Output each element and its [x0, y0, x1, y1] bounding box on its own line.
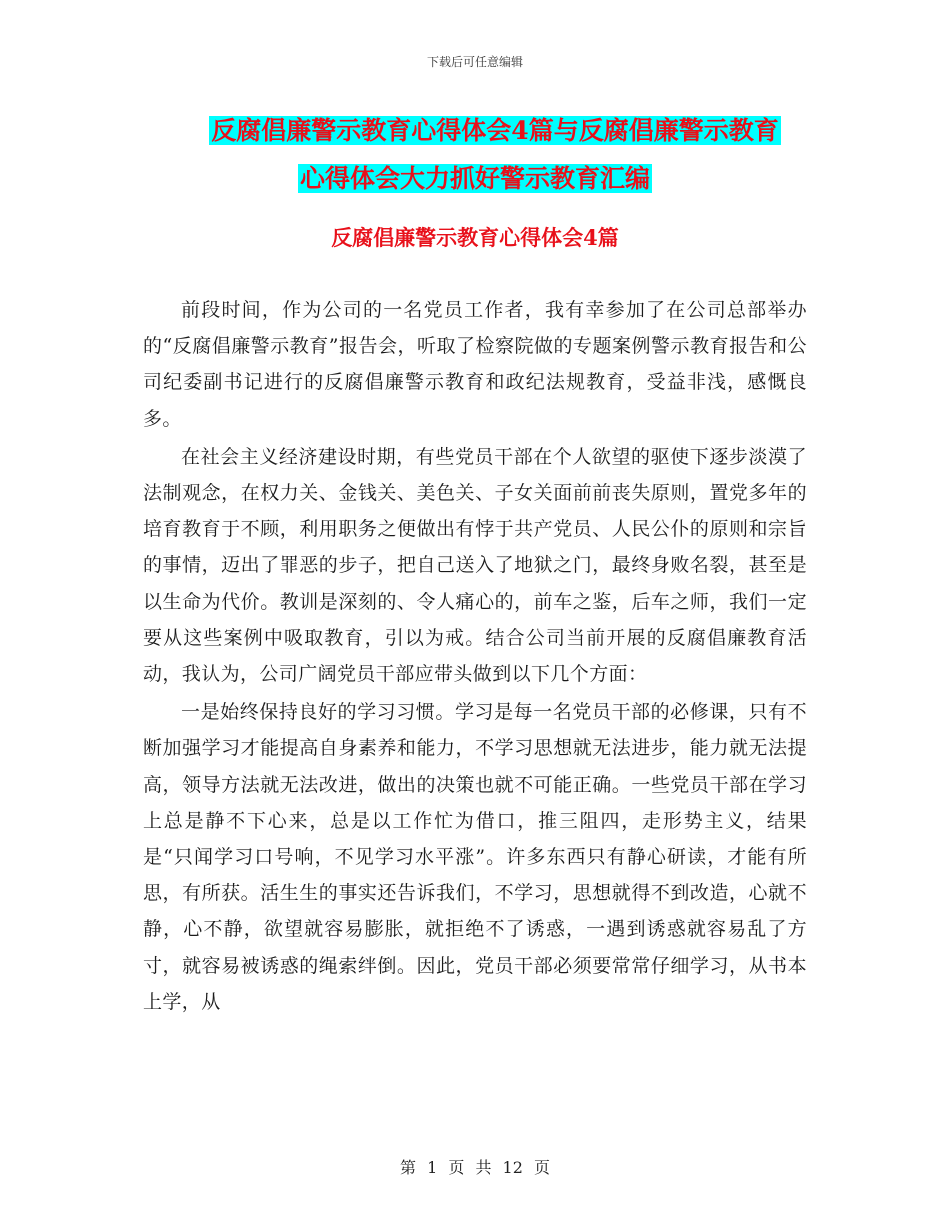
document-title [0, 107, 950, 203]
title-line-2 [0, 155, 950, 203]
paragraph: 在社会主义经济建设时期，有些党员干部在个人欲望的驱使下逐步淡漠了法制观念，在权力关、金钱关、美色关、子女关面前前丧失原则，置党多年的培育教育于不顾，利用职务之便做出有悖于共产党员、人民公仆的原则和宗旨的事情，迈出了罪恶的步子，把自己送入了地狱之门，最终身败名裂，甚至是以生命为代价。教训是深刻的、令人痛心的，前车之鉴，后车之师，我们一定要从这些案例中吸取教育，引以为戒。结合公司当前开展的反腐倡廉教育活动，我认为，公司广阔党员干部应带头做到以下几个方面： [143, 445, 807, 686]
title-line-1 [0, 107, 950, 155]
body-text [143, 292, 807, 1022]
page-header: 下载后可任意编辑 [426, 55, 523, 69]
section-title: 反腐倡廉警示教育心得体会4篇 [331, 225, 619, 250]
paragraph: 前段时间，作为公司的一名党员工作者，我有幸参加了在公司总部举办的“反腐倡廉警示教育”报告会，听取了检察院做的专题案例警示教育报告和公司纪委副书记进行的反腐倡廉警示教育和政纪法规教育，受益非浅，感慨良多。 [143, 299, 807, 430]
title-line-1-text: 反腐倡廉警示教育心得体会4篇与反腐倡廉警示教育 [211, 116, 779, 145]
paragraph: 一是始终保持良好的学习习惯。学习是每一名党员干部的必修课，只有不断加强学习才能提高自身素养和能力，不学习思想就无法进步，能力就无法提高，领导方法就无法改进，做出的决策也就不可能正确。一些党员干部在学习上总是静不下心来，总是以工作忙为借口，推三阻四，走形势主义，结果是“只闻学习口号响，不见学习水平涨”。许多东西只有静心研读，才能有所思，有所获。活生生的事实还告诉我们，不学习，思想就得不到改造，心就不静，心不静，欲望就容易膨胀，就拒绝不了诱惑，一遇到诱惑就容易乱了方寸，就容易被诱惑的绳索绊倒。因此，党员干部必须要常常仔细学习，从书本上学，从 [143, 701, 807, 1013]
title-line-2-text: 心得体会大力抓好警示教育汇编 [299, 164, 650, 193]
page-number-footer: 第 1 页 共 12 页 [400, 1158, 550, 1177]
